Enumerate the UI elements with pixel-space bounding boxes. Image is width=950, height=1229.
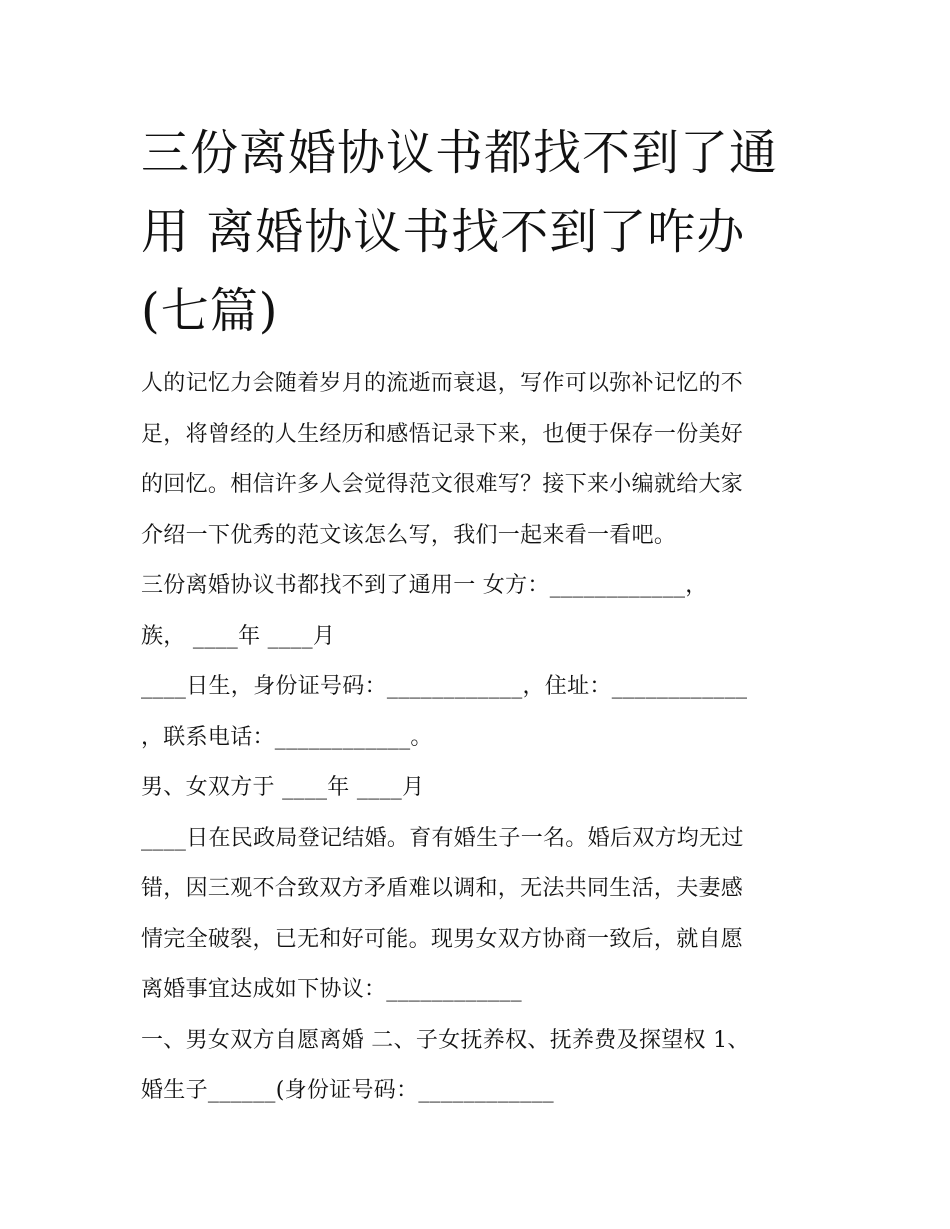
title-line-1: 三份离婚协议书都找不到了通 — [141, 125, 779, 181]
body-line-6: 族， ____年 ____月 — [141, 623, 336, 649]
body-line-2: 足，将曾经的人生经历和感悟记录下来，也便于保存一份美好 — [141, 421, 744, 447]
title-line-2: 用 离婚协议书找不到了咋办 — [141, 204, 746, 260]
document-body — [141, 359, 821, 1117]
body-line-5: 三份离婚协议书都找不到了通用一 女方：____________， — [141, 573, 708, 598]
document-title — [141, 114, 821, 351]
body-line-8: ，联系电话：____________。 — [141, 724, 433, 750]
document-page — [141, 114, 821, 1117]
body-line-1: 人的记忆力会随着岁月的流逝而衰退，写作可以弥补记忆的不 — [141, 371, 744, 396]
body-line-11: 错，因三观不合致双方矛盾难以调和，无法共同生活，夫妻感 — [141, 876, 744, 901]
body-line-3: 的回忆。相信许多人会觉得范文很难写？接下来小编就给大家 — [141, 472, 744, 497]
body-line-15: 婚生子______(身份证号码：____________ — [141, 1078, 554, 1103]
body-line-7: ____日生，身份证号码：____________，住址：____________ — [141, 674, 748, 699]
body-line-12: 情完全破裂，已无和好可能。现男女双方协商一致后，就自愿 — [141, 926, 744, 952]
body-line-10: ____日在民政局登记结婚。育有婚生子一名。婚后双方均无过 — [141, 825, 744, 851]
title-line-3: (七篇) — [141, 283, 279, 339]
body-line-9: 男、女双方于 ____年 ____月 — [141, 775, 425, 800]
body-line-4: 介绍一下优秀的范文该怎么写，我们一起来看一看吧。 — [141, 522, 677, 548]
body-line-13: 离婚事宜达成如下协议：____________ — [141, 977, 522, 1002]
body-line-14: 一、男女双方自愿离婚 二、子女抚养权、抚养费及探望权 1、 — [141, 1027, 750, 1053]
